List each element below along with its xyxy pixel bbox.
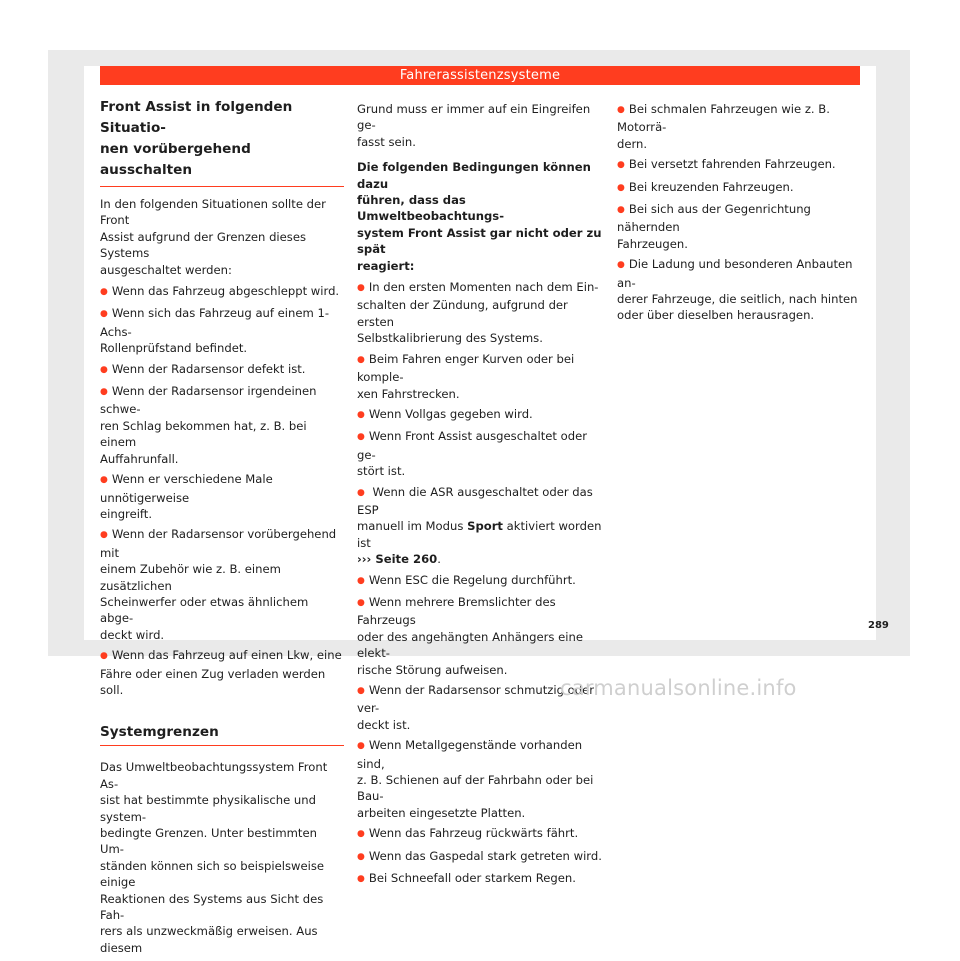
list-item xyxy=(357,279,604,347)
text-line: Wenn der Radarsensor irgendeinen schwe- xyxy=(100,384,317,417)
text-line: Fahrzeugen. xyxy=(617,236,688,251)
text-line: Rollenprüfstand befindet. xyxy=(100,341,248,356)
text-line: Wenn Metallgegenstände vorhanden sind, xyxy=(357,738,583,771)
text-line: Wenn das Fahrzeug abgeschleppt wird. xyxy=(111,284,340,299)
text-line: Wenn er verschiedene Male unnötigerweise xyxy=(100,472,273,505)
text-line: xen Fahrstrecken. xyxy=(357,386,460,401)
list-item xyxy=(617,156,864,174)
text-line: Bei sich aus der Gegenrichtung nähernden xyxy=(617,202,811,235)
mode-sport: Sport xyxy=(467,519,503,534)
text-line: Assist aufgrund der Grenzen dieses Systems xyxy=(100,229,307,261)
text-line: Wenn Front Assist ausgeschaltet oder ge- xyxy=(357,429,588,462)
text-line: Beim Fahren enger Kurven oder bei komple- xyxy=(357,351,575,385)
watermark: carmanualsonline.info xyxy=(560,676,797,700)
text-line: Die Ladung und besonderen Anbauten an- xyxy=(617,257,853,290)
text-line: Wenn der Radarsensor vorübergehend mit xyxy=(100,527,337,560)
text-line: Bei Schneefall oder starkem Regen. xyxy=(368,871,576,886)
list-item xyxy=(100,305,344,356)
text-line: Wenn sich das Fahrzeug auf einem 1-Achs- xyxy=(100,306,330,339)
text-line: z. B. Schienen auf der Fahrbahn oder bei Bau- xyxy=(357,773,594,804)
list-item xyxy=(617,201,864,252)
text-line: dern. xyxy=(617,136,648,151)
text-line: Wenn ESC die Regelung durchführt. xyxy=(368,572,576,587)
page-number: 289 xyxy=(868,620,889,631)
text-line: Bei schmalen Fahrzeugen wie z. B. Motorrä- xyxy=(617,102,830,135)
list-item xyxy=(357,870,604,888)
text-line: rers als unzweckmäßig erweisen. Aus diesem xyxy=(100,924,318,955)
page-reference-link[interactable]: ››› Seite 260 xyxy=(357,552,438,567)
text-line: arbeiten eingesetzte Platten. xyxy=(357,805,526,820)
text-line: Bei kreuzenden Fahrzeugen. xyxy=(628,179,794,194)
section-title-front-assist xyxy=(100,97,344,187)
text-line: stört ist. xyxy=(357,464,406,479)
text-line: Die folgenden Bedingungen können dazu xyxy=(357,160,591,191)
list-item xyxy=(357,848,604,866)
text-line: Fähre oder einen Zug verladen werden soll. xyxy=(100,666,326,697)
text-line: bedingte Grenzen. Unter bestimmten Um- xyxy=(100,826,317,857)
list-item xyxy=(100,526,344,643)
intro-paragraph xyxy=(100,196,344,278)
conditions-heading xyxy=(357,159,604,274)
list-item xyxy=(100,647,344,698)
column-1 xyxy=(100,97,344,961)
text-line: führen, dass das Umweltbeobachtungs- xyxy=(357,193,505,224)
text-line: Wenn das Gaspedal stark getreten wird. xyxy=(368,848,602,863)
text-line: ren Schlag bekommen hat, z. B. bei einem xyxy=(100,418,307,450)
bullet-list xyxy=(357,572,604,889)
section-title-line: nen vorübergehend ausschalten xyxy=(100,141,251,178)
bullet-list xyxy=(617,101,864,324)
text-line: Das Umweltbeobachtungssystem Front As- xyxy=(100,760,328,791)
list-item xyxy=(357,572,604,590)
list-item xyxy=(357,737,604,821)
systemgrenzen-paragraph xyxy=(100,759,344,956)
text-line: fasst sein. xyxy=(357,134,416,149)
list-item xyxy=(357,825,604,843)
list-item xyxy=(617,101,864,152)
text-line: In den ersten Momenten nach dem Ein- xyxy=(368,280,599,295)
chapter-header: Fahrerassistenzsysteme xyxy=(100,66,860,85)
text-line: Reaktionen des Systems aus Sicht des Fah- xyxy=(100,891,324,923)
text-line: schalten der Zündung, aufgrund der ersten xyxy=(357,298,568,329)
text-line: Scheinwerfer oder etwas ähnlichem abge- xyxy=(100,594,309,626)
bullet-list xyxy=(100,283,344,698)
list-item xyxy=(357,428,604,479)
text-line: ausgeschaltet werden: xyxy=(100,262,232,277)
text-line: einem Zubehör wie z. B. einem zusätzlichen xyxy=(100,562,281,593)
text-line: deckt wird. xyxy=(100,627,165,642)
bullet-list xyxy=(357,279,604,479)
section-title-line: Front Assist in folgenden Situatio- xyxy=(100,99,293,136)
text-line: Wenn das Fahrzeug auf einen Lkw, eine xyxy=(111,648,342,663)
text-line: ständen können sich so beispielsweise einige xyxy=(100,858,325,890)
text-line: system Front Assist gar nicht oder zu spät xyxy=(357,225,602,257)
list-item xyxy=(357,351,604,402)
text-line: Wenn der Radarsensor schmutzig oder ver- xyxy=(357,683,594,716)
column-3 xyxy=(617,101,864,328)
text-line: rische Störung aufweisen. xyxy=(357,662,508,677)
column-2 xyxy=(357,101,604,892)
section-title-systemgrenzen: Systemgrenzen xyxy=(100,722,344,746)
text-line: Selbstkalibrierung des Systems. xyxy=(357,331,543,346)
text-line: sist hat bestimmte physikalische und system- xyxy=(100,793,316,824)
list-item xyxy=(357,406,604,424)
text-line: oder des angehängten Anhängers eine elekt- xyxy=(357,629,583,661)
text-line: Wenn Vollgas gegeben wird. xyxy=(368,406,533,421)
text-line: Grund muss er immer auf ein Eingreifen ge- xyxy=(357,102,591,133)
list-item xyxy=(100,471,344,522)
text-line: In den folgenden Situationen sollte der Front xyxy=(100,197,326,228)
list-item xyxy=(617,179,864,197)
text-line: Auffahrunfall. xyxy=(100,451,179,466)
text-line: Wenn mehrere Bremslichter des Fahrzeugs xyxy=(357,594,556,628)
text-line: Bei versetzt fahrenden Fahrzeugen. xyxy=(628,157,836,172)
list-item xyxy=(100,361,344,379)
list-item xyxy=(357,594,604,678)
text-line: oder über dieselben herausragen. xyxy=(617,308,815,323)
list-item xyxy=(100,383,344,467)
list-item xyxy=(617,256,864,324)
text-line: derer Fahrzeuge, die seitlich, nach hinten xyxy=(617,292,858,307)
continuation-paragraph xyxy=(357,101,604,150)
text-line: deckt ist. xyxy=(357,717,411,732)
text-line: eingreift. xyxy=(100,506,153,521)
list-item xyxy=(100,283,344,301)
text-line: Wenn der Radarsensor defekt ist. xyxy=(111,361,306,376)
text-line: reagiert: xyxy=(357,258,415,273)
list-item: ● Wenn die ASR ausgeschaltet oder das ESP manuell im Modus Sport aktiviert worden ist ››› Seite 260. xyxy=(357,484,604,568)
text-line: Wenn das Fahrzeug rückwärts fährt. xyxy=(368,826,579,841)
